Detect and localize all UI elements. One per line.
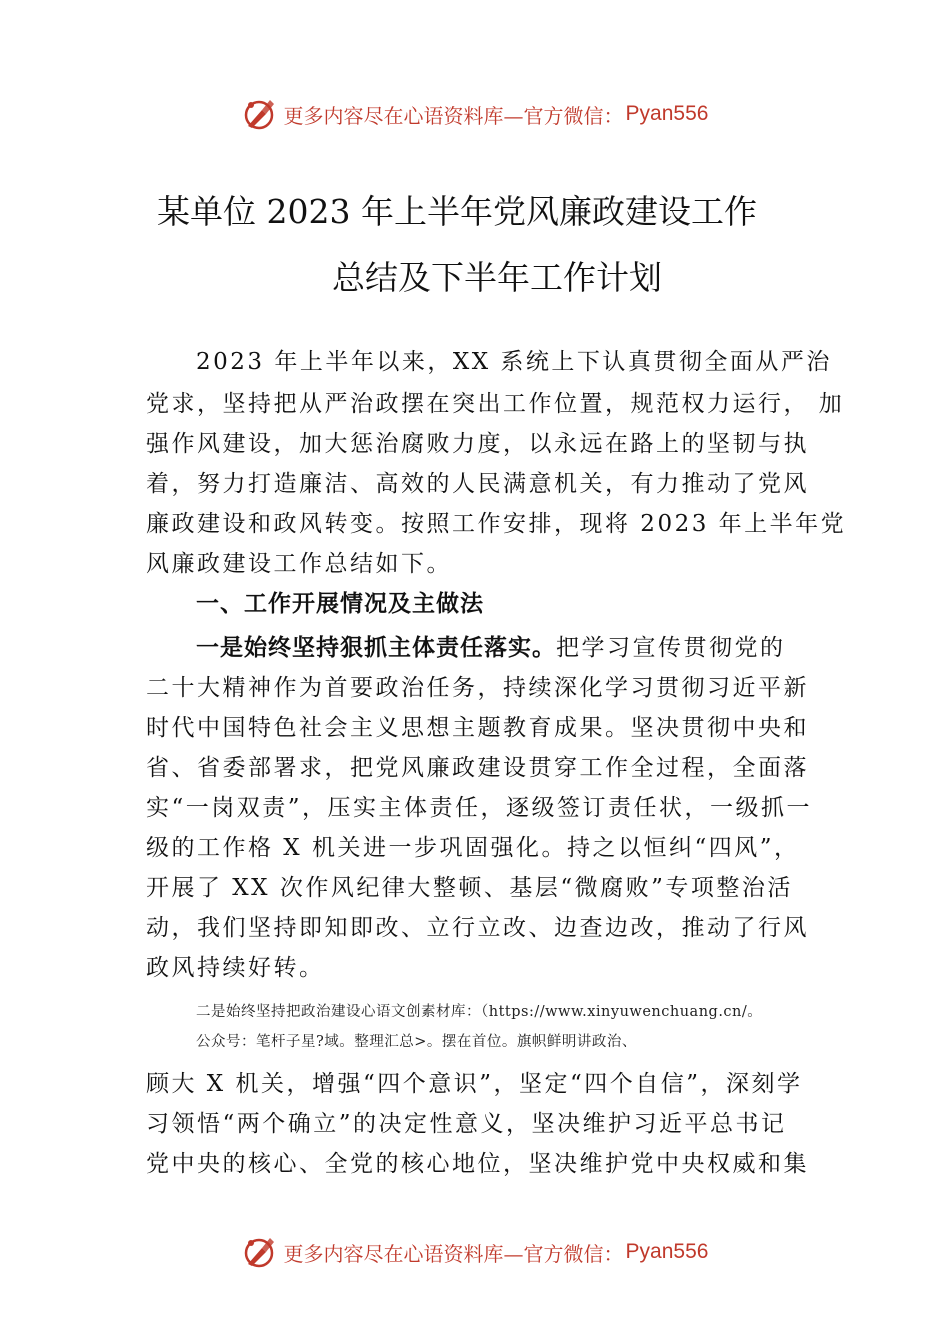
tail-line: 习领悟“两个确立”的决定性意义，坚决维护习近平总书记 [146, 1111, 787, 1137]
point1-line: 级的工作格 X 机关进一步巩固强化。持之以恒纠“四风”， [146, 835, 800, 861]
point1-line: 开展了 XX 次作风纪律大整顿、基层“微腐败”专项整治活 [146, 875, 793, 901]
point1-bold-lead: 一是始终坚持狠抓主体责任落实。 [196, 635, 556, 661]
watermark-wechat-id: Pyan556 [625, 102, 709, 125]
document-title-line-1: 某单位 2023 年上半年党风廉政建设工作 [157, 192, 757, 231]
section-heading: 一、工作开展情况及主做法 [196, 591, 484, 617]
tail-line: 顾大 X 机关，增强“四个意识”，坚定“四个自信”，深刻学 [146, 1071, 803, 1097]
intro-line: 2023 年上半年以来，XX 系统上下认真贯彻全面从严治 [196, 349, 832, 375]
point1-line: 省、省委部署求，把党风廉政建设贯穿工作全过程，全面落 [146, 755, 809, 781]
intro-line: 着，努力打造廉洁、高效的人民满意机关，有力推动了党风 [146, 471, 809, 497]
point1-line: 动，我们坚持即知即改、立行立改、边查边改，推动了行风 [146, 915, 809, 941]
header-watermark [0, 94, 950, 134]
pen-seal-logo-icon [242, 96, 278, 132]
watermark-wechat-label: 官方微信： [523, 103, 624, 128]
intro-line: 强作风建设，加大惩治腐败力度，以永远在路上的坚韧与执 [146, 431, 809, 457]
footer-watermark [0, 1232, 950, 1272]
intro-line: 风廉政建设工作总结如下。 [146, 551, 452, 577]
point1-first-line [196, 628, 806, 668]
intro-line: 党求，坚持把从严治政摆在突出工作位置，规范权力运行， 加 [146, 391, 845, 417]
intro-line: 廉政建设和政风转变。按照工作安排，现将 2023 年上半年党 [146, 511, 847, 537]
point1-line: 时代中国特色社会主义思想主题教育成果。坚决贯彻中央和 [146, 715, 809, 741]
point1-first-rest: 把学习宣传贯彻党的 [556, 635, 786, 661]
tail-line: 党中央的核心、全党的核心地位，坚决维护党中央权威和集 [146, 1151, 809, 1177]
point1-line: 政风持续好转。 [146, 955, 325, 981]
document-title-line-2: 总结及下半年工作计划 [332, 258, 662, 297]
point1-line: 实“一岗双责”，压实主体责任，逐级签订责任状，一级抓一 [146, 795, 813, 821]
watermark-wechat-label: 官方微信： [523, 1241, 624, 1266]
watermark-site-text: 更多内容尽在心语资料库— [283, 103, 524, 128]
point1-line: 二十大精神作为首要政治任务，持续深化学习贯彻习近平新 [146, 675, 809, 701]
inserted-small-line: 二是始终坚持把政治建设心语文创素材库：（https://www.xinyuwenchuang.cn/。 [196, 1004, 763, 1020]
watermark-wechat-id: Pyan556 [625, 1240, 709, 1263]
pen-seal-logo-icon [242, 1234, 278, 1270]
watermark-site-text: 更多内容尽在心语资料库— [283, 1241, 524, 1266]
inserted-small-line: 公众号：笔杆子星?域。整理汇总>。摆在首位。旗帜鲜明讲政治、 [196, 1034, 637, 1050]
